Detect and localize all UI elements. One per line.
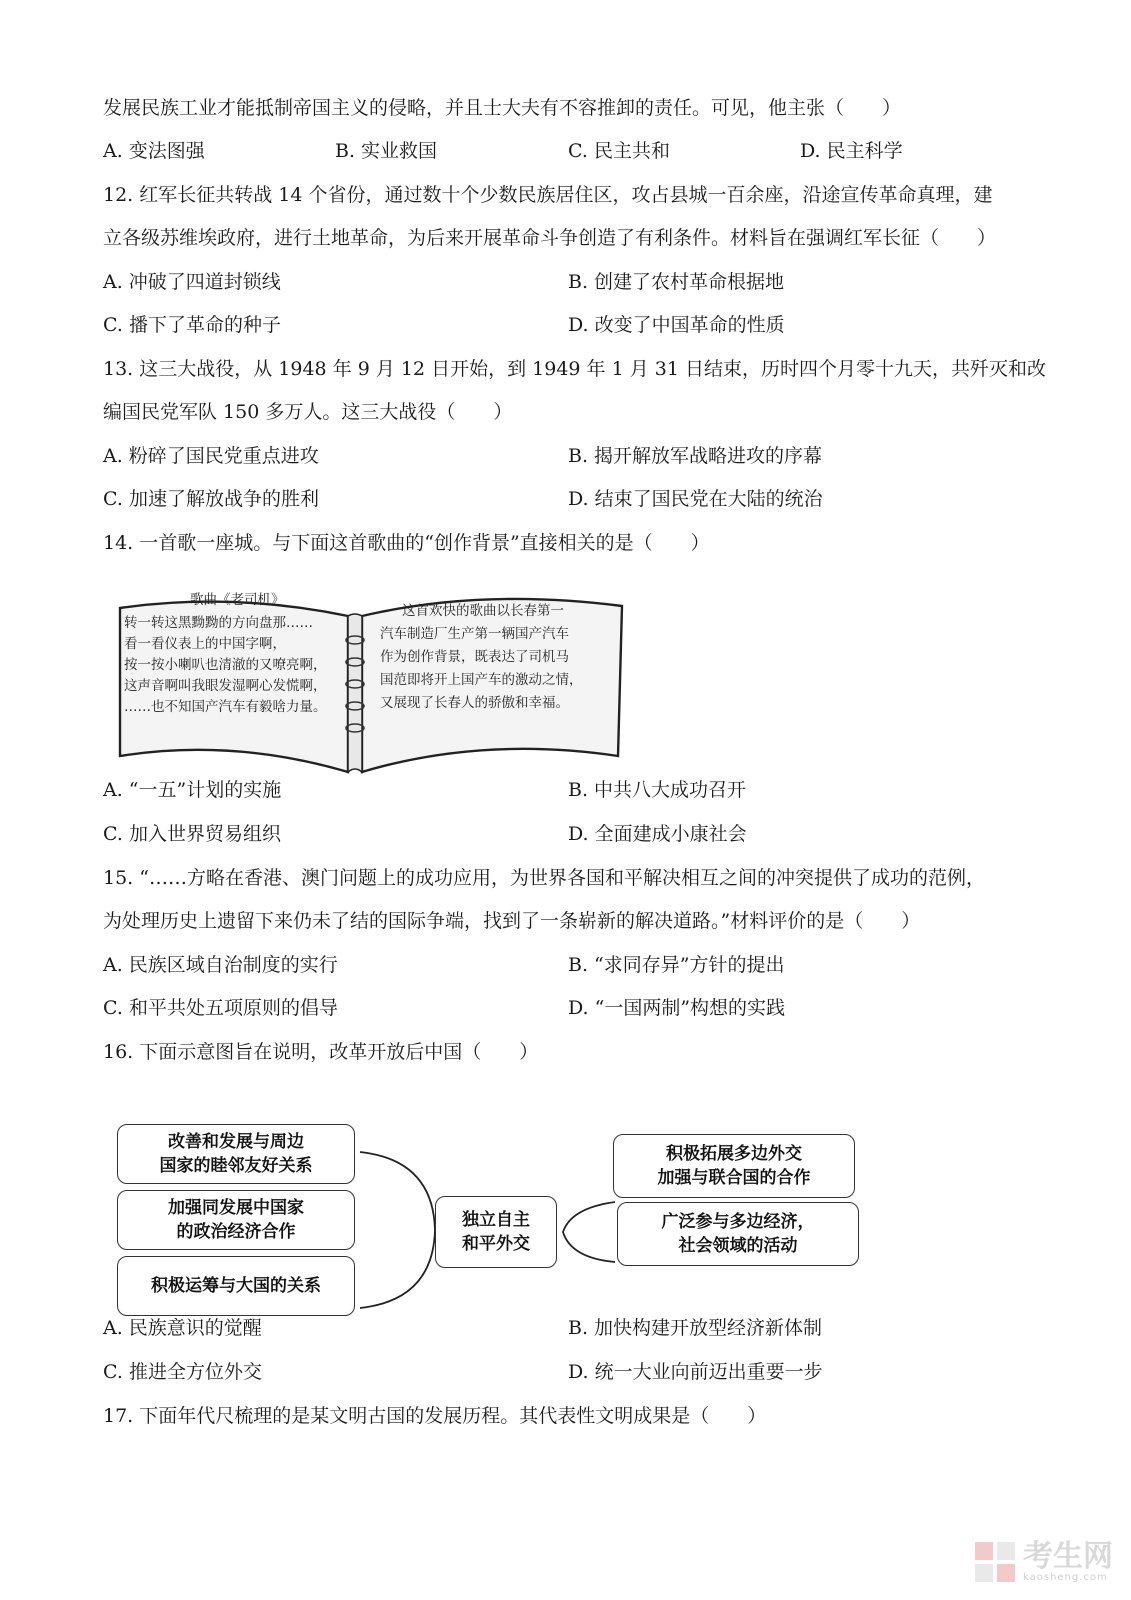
song-lyric-line: 看一看仪表上的中国字啊，: [124, 636, 286, 652]
q16-option-a: A. 民族意识的觉醒: [103, 1317, 262, 1339]
q11-stem-tail: 发展民族工业才能抵制帝国主义的侵略，并且士大夫有不容推卸的责任。可见，他主张（ ）: [103, 97, 902, 119]
q11-option-a: A. 变法图强: [103, 140, 205, 162]
song-lyric-line: ……也不知国产汽车有毅啥力量。: [124, 699, 327, 715]
q14-stem: 14. 一首歌一座城。与下面这首歌曲的“创作背景”直接相关的是（ ）: [103, 532, 710, 554]
song-lyric-line: 转一转这黑黝黝的方向盘那……: [124, 615, 313, 631]
watermark: [973, 1540, 1113, 1584]
q13-option-c: C. 加速了解放战争的胜利: [103, 488, 319, 510]
diagram-box-neighbors: 改善和发展与周边 国家的睦邻友好关系: [117, 1124, 355, 1184]
watermark-text: 考生网: [1023, 1538, 1113, 1574]
q16-option-c: C. 推进全方位外交: [103, 1361, 262, 1383]
diagram-box-independent-peace: 独立自主 和平外交: [435, 1196, 557, 1268]
q14-option-c: C. 加入世界贸易组织: [103, 823, 281, 845]
diagram-box-major-powers: 积极运筹与大国的关系: [117, 1256, 355, 1316]
q12-option-d: D. 改变了中国革命的性质: [568, 314, 785, 336]
q15-option-d: D. “一国两制”构想的实践: [568, 997, 786, 1019]
q12-stem-line2: 立各级苏维埃政府，进行土地革命，为后来开展革命斗争创造了有利条件。材料旨在强调红军长征（ ）: [103, 227, 997, 249]
watermark-domain: kaosheng.com: [1023, 1571, 1108, 1583]
q16-option-d: D. 统一大业向前迈出重要一步: [568, 1361, 823, 1383]
q13-stem-line1: 13. 这三大战役，从 1948 年 9 月 12 日开始，到 1949 年 1 月 31 日结束，历时四个月零十九天，共歼灭和改: [103, 358, 1046, 380]
q16-stem: 16. 下面示意图旨在说明，改革开放后中国（ ）: [103, 1041, 539, 1063]
q12-stem-line1: 12. 红军长征共转战 14 个省份，通过数十个少数民族居住区，攻占县城一百余座，沿途宣传革命真理，建: [103, 184, 993, 206]
q13-option-d: D. 结束了国民党在大陆的统治: [568, 488, 823, 510]
foreign-policy-diagram: [115, 1120, 885, 1330]
song-background-line: 这首欢快的歌曲以长春第一: [402, 603, 564, 619]
q11-option-b: B. 实业救国: [335, 140, 438, 162]
q15-stem-line2: 为处理历史上遗留下来仍未了结的国际争端，找到了一条崭新的解决道路。”材料评价的是（ ）: [103, 910, 921, 932]
diagram-box-multilateral-diplomacy: 积极拓展多边外交 加强与联合国的合作: [613, 1134, 855, 1198]
song-lyric-line: 按一按小喇叭也清澈的又嘹亮啊，: [124, 657, 327, 673]
q17-stem: 17. 下面年代尺梳理的是某文明古国的发展历程。其代表性文明成果是（ ）: [103, 1405, 767, 1427]
q13-option-a: A. 粉碎了国民党重点进攻: [103, 445, 319, 467]
q11-option-d: D. 民主科学: [800, 140, 903, 162]
q12-option-a: A. 冲破了四道封锁线: [103, 271, 281, 293]
open-book-illustration: [112, 588, 632, 780]
diagram-box-developing-countries: 加强同发展中国家 的政治经济合作: [117, 1190, 355, 1250]
q15-option-c: C. 和平共处五项原则的倡导: [103, 997, 338, 1019]
kaosheng-logo-icon: [973, 1540, 1017, 1584]
q15-option-a: A. 民族区域自治制度的实行: [103, 954, 338, 976]
q13-option-b: B. 揭开解放军战略进攻的序幕: [568, 445, 823, 467]
q15-option-b: B. “求同存异”方针的提出: [568, 954, 785, 976]
q11-option-c: C. 民主共和: [568, 140, 670, 162]
q16-option-b: B. 加快构建开放型经济新体制: [568, 1317, 823, 1339]
song-title: 歌曲《老司机》: [190, 592, 285, 608]
song-background-line: 又展现了长春人的骄傲和幸福。: [380, 695, 569, 711]
q12-option-b: B. 创建了农村革命根据地: [568, 271, 785, 293]
q14-option-a: A. “一五”计划的实施: [103, 779, 282, 801]
q14-option-b: B. 中共八大成功召开: [568, 779, 747, 801]
diagram-box-multilateral-activities: 广泛参与多边经济， 社会领域的活动: [617, 1202, 859, 1266]
q12-option-c: C. 播下了革命的种子: [103, 314, 281, 336]
song-background-line: 国范即将开上国产车的激动之情，: [380, 672, 583, 688]
q15-stem-line1: 15. “……方略在香港、澳门问题上的成功应用，为世界各国和平解决相互之间的冲突提供了成功的范例，: [103, 867, 985, 889]
song-lyric-line: 这声音啊叫我眼发湿啊心发慌啊，: [124, 678, 327, 694]
q14-option-d: D. 全面建成小康社会: [568, 823, 747, 845]
q13-stem-line2: 编国民党军队 150 多万人。这三大战役（ ）: [103, 401, 513, 423]
song-background-line: 作为创作背景，既表达了司机马: [380, 649, 569, 665]
song-background-line: 汽车制造厂生产第一辆国产汽车: [380, 626, 569, 642]
